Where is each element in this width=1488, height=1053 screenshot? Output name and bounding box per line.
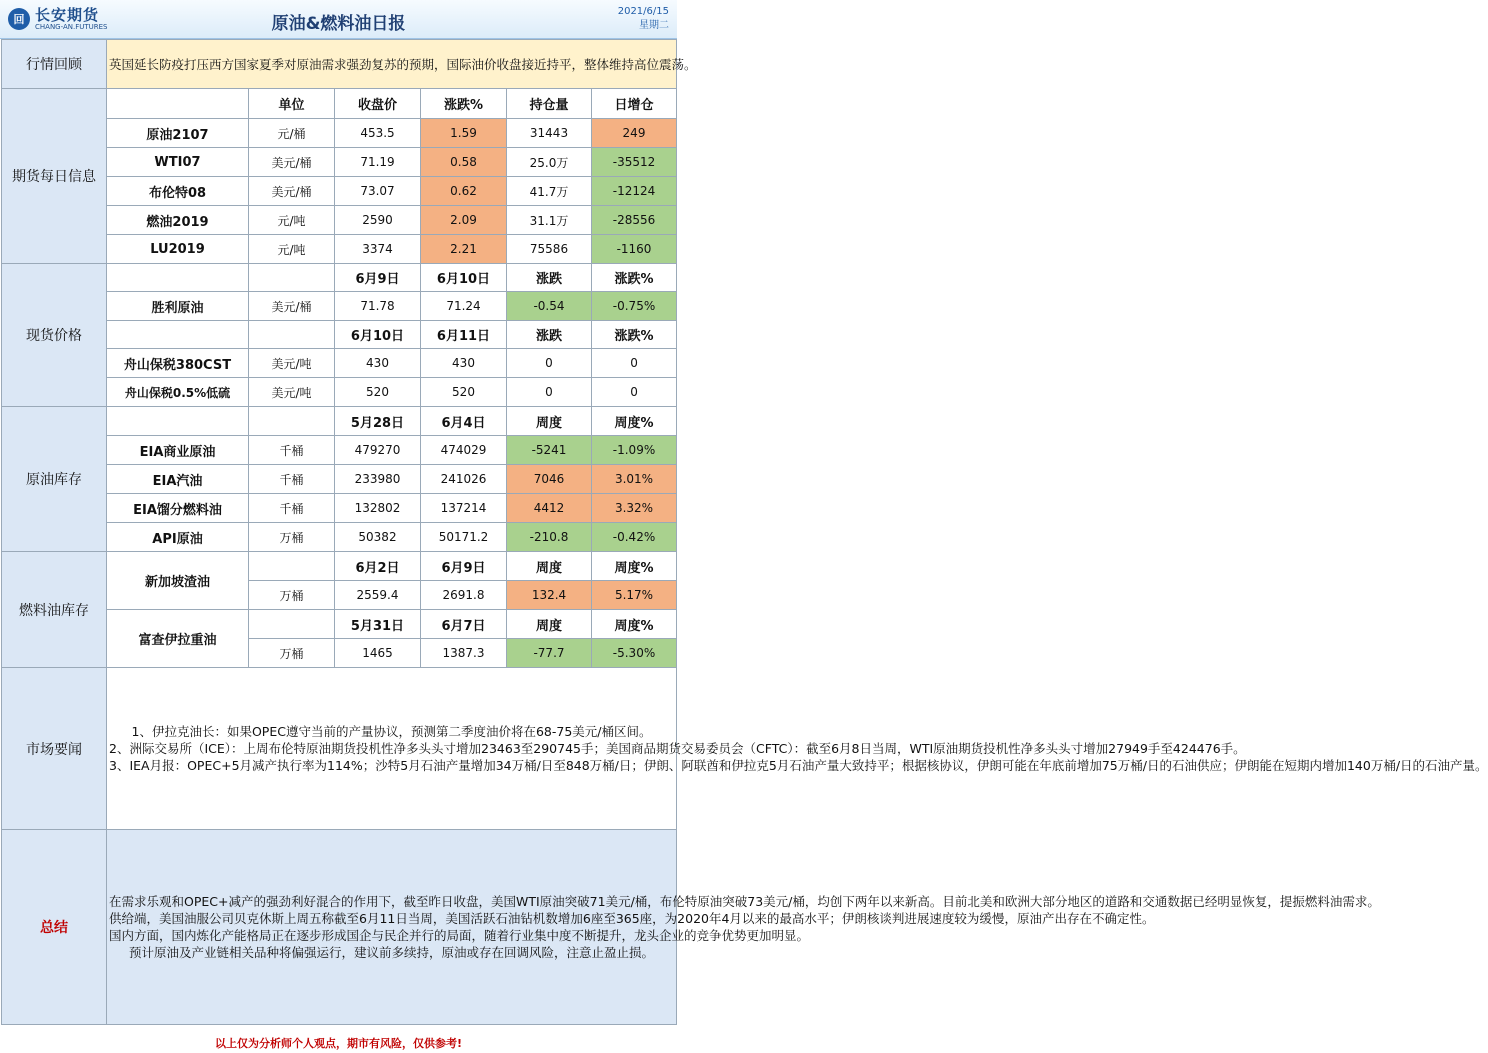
value-cell: 50382 — [335, 523, 421, 552]
change-pct-cell: -1.09% — [592, 436, 677, 465]
unit-cell: 美元/吨 — [249, 378, 335, 407]
report-header — [0, 0, 677, 39]
inventory-name: EIA馏分燃料油 — [107, 494, 249, 523]
value-cell: 520 — [421, 378, 507, 407]
col-header: 6月10日 — [421, 264, 507, 292]
value-cell: 2559.4 — [335, 581, 421, 610]
change-cell: 0 — [507, 349, 592, 378]
logo-english: CHANG-AN.FUTURES — [35, 23, 108, 31]
news-item: 1、伊拉克油长：如果OPEC遵守当前的产量协议，预测第二季度油价将在68-75美元/桶区间。 — [131, 724, 652, 739]
col-header: 周度 — [507, 407, 592, 436]
news-item: 3、IEA月报：OPEC+5月减产执行率为114%；沙特5月石油产量增加34万桶/日至848万桶/日；伊朗、阿联酋和伊拉克5月石油产量大致持平；根据核协议，伊朗可能在年底前增加75万桶/日的石油供应；伊朗能在短期内增加140万桶/日的石油产量。 — [109, 758, 1488, 773]
col-header: 周度% — [592, 407, 677, 436]
change-pct-cell: -5.30% — [592, 639, 677, 668]
col-header: 6月4日 — [421, 407, 507, 436]
col-header: 单位 — [249, 89, 335, 119]
col-header: 收盘价 — [335, 89, 421, 119]
inventory-name: API原油 — [107, 523, 249, 552]
col-header: 5月31日 — [335, 610, 421, 639]
unit-cell: 美元/桶 — [249, 292, 335, 321]
logo-name: 长安期货 — [35, 6, 100, 24]
col-header: 6月9日 — [421, 552, 507, 581]
inventory-name: 新加坡渣油 — [107, 552, 249, 610]
change-pct-cell: 0 — [592, 349, 677, 378]
col-header: 6月7日 — [421, 610, 507, 639]
change-cell: 0 — [507, 378, 592, 407]
open-interest-cell: 75586 — [507, 235, 592, 264]
col-header: 周度 — [507, 552, 592, 581]
summary-item: 预计原油及产业链相关品种将偏强运行，建议前多续持，原油或存在回调风险，注意止盈止损。 — [129, 945, 655, 960]
change-pct-cell: 0 — [592, 378, 677, 407]
change-pct-cell: -0.42% — [592, 523, 677, 552]
unit-cell: 万桶 — [249, 581, 335, 610]
summary-item: 供给端，美国油服公司贝克休斯上周五称截至6月11日当周，美国活跃石油钻机数增加6座至365座，为2020年4月以来的最高水平；伊朗核谈判进展速度较为缓慢，原油产出存在不确定性。 — [109, 911, 1155, 926]
section-label-spot: 现货价格 — [2, 264, 107, 407]
change-cell: -210.8 — [507, 523, 592, 552]
disclaimer: 以上仅为分析师个人观点，期市有风险，仅供参考! — [214, 1037, 462, 1050]
open-interest-cell: 25.0万 — [507, 148, 592, 177]
col-header: 5月28日 — [335, 407, 421, 436]
change-pct-cell: 3.01% — [592, 465, 677, 494]
col-header: 涨跌% — [592, 264, 677, 292]
value-cell: 71.78 — [335, 292, 421, 321]
report-title: 原油&燃料油日报 — [271, 14, 406, 34]
news-text — [107, 668, 1488, 830]
product-name: 舟山保税0.5%低硫 — [107, 378, 249, 407]
daily-oi-change-cell: -12124 — [592, 177, 677, 206]
report-date — [618, 5, 669, 33]
unit-cell: 万桶 — [249, 639, 335, 668]
review-row — [2, 40, 677, 89]
unit-cell: 元/吨 — [249, 206, 335, 235]
value-cell: 474029 — [421, 436, 507, 465]
section-label-review: 行情回顾 — [2, 40, 107, 89]
col-header: 周度% — [592, 610, 677, 639]
spot-header-row — [2, 264, 677, 292]
value-cell: 2691.8 — [421, 581, 507, 610]
value-cell: 479270 — [335, 436, 421, 465]
change-cell: 7046 — [507, 465, 592, 494]
close-cell: 453.5 — [335, 119, 421, 148]
section-label-crude-stock: 原油库存 — [2, 407, 107, 552]
value-cell: 233980 — [335, 465, 421, 494]
contract-name: 布伦特08 — [107, 177, 249, 206]
col-header: 周度 — [507, 610, 592, 639]
unit-cell: 千桶 — [249, 436, 335, 465]
col-header: 持仓量 — [507, 89, 592, 119]
col-header: 涨跌% — [421, 89, 507, 119]
summary-item: 在需求乐观和OPEC+减产的强劲利好混合的作用下，截至昨日收盘，美国WTI原油突破71美元/桶，布伦特原油突破73美元/桶，均创下两年以来新高。目前北美和欧洲大部分地区的道路和交通数据已经明显恢复，提振燃料油需求。 — [109, 894, 1380, 909]
change-cell: -77.7 — [507, 639, 592, 668]
col-header: 涨跌 — [507, 264, 592, 292]
unit-cell: 千桶 — [249, 465, 335, 494]
value-cell: 241026 — [421, 465, 507, 494]
change-cell: 0.58 — [421, 148, 507, 177]
close-cell: 73.07 — [335, 177, 421, 206]
news-item: 2、洲际交易所（ICE）：上周布伦特原油期货投机性净多头头寸增加23463至290745手；美国商品期货交易委员会（CFTC）：截至6月8日当周，WTI原油期货投机性净多头头寸增加27949手至424476手。 — [109, 741, 1246, 756]
change-pct-cell: -0.75% — [592, 292, 677, 321]
unit-cell: 美元/桶 — [249, 177, 335, 206]
unit-cell: 元/吨 — [249, 235, 335, 264]
value-cell: 430 — [421, 349, 507, 378]
change-cell: 0.62 — [421, 177, 507, 206]
change-cell: 1.59 — [421, 119, 507, 148]
daily-oi-change-cell: -35512 — [592, 148, 677, 177]
change-cell: 4412 — [507, 494, 592, 523]
daily-oi-change-cell: -1160 — [592, 235, 677, 264]
weekday-value: 星期二 — [639, 20, 669, 31]
col-header: 周度% — [592, 552, 677, 581]
product-name: 舟山保税380CST — [107, 349, 249, 378]
unit-cell: 元/桶 — [249, 119, 335, 148]
col-header: 涨跌 — [507, 321, 592, 349]
news-row — [2, 668, 677, 830]
value-cell: 132802 — [335, 494, 421, 523]
col-header: 6月11日 — [421, 321, 507, 349]
value-cell: 1465 — [335, 639, 421, 668]
section-label-fuel-stock: 燃料油库存 — [2, 552, 107, 668]
open-interest-cell: 31443 — [507, 119, 592, 148]
unit-cell: 千桶 — [249, 494, 335, 523]
col-header: 6月10日 — [335, 321, 421, 349]
fuel-stock-header-row — [2, 552, 677, 581]
review-text: 英国延长防疫打压西方国家夏季对原油需求强劲复苏的预期，国际油价收盘接近持平，整体维持高位震荡。 — [107, 40, 677, 89]
unit-cell: 美元/吨 — [249, 349, 335, 378]
inventory-name: EIA商业原油 — [107, 436, 249, 465]
change-pct-cell: 5.17% — [592, 581, 677, 610]
summary-item: 国内方面，国内炼化产能格局正在逐步形成国企与民企并行的局面，随着行业集中度不断提升，龙头企业的竞争优势更加明显。 — [109, 928, 810, 943]
change-cell: 2.21 — [421, 235, 507, 264]
contract-name: 原油2107 — [107, 119, 249, 148]
section-label-futures: 期货每日信息 — [2, 89, 107, 264]
value-cell: 1387.3 — [421, 639, 507, 668]
value-cell: 137214 — [421, 494, 507, 523]
summary-row — [2, 830, 677, 1025]
section-label-news: 市场要闻 — [2, 668, 107, 830]
unit-cell: 万桶 — [249, 523, 335, 552]
contract-name: WTI07 — [107, 148, 249, 177]
contract-name: LU2019 — [107, 235, 249, 264]
col-header: 6月9日 — [335, 264, 421, 292]
close-cell: 2590 — [335, 206, 421, 235]
change-cell: 2.09 — [421, 206, 507, 235]
contract-name: 燃油2019 — [107, 206, 249, 235]
inventory-name: EIA汽油 — [107, 465, 249, 494]
value-cell: 430 — [335, 349, 421, 378]
unit-cell: 美元/桶 — [249, 148, 335, 177]
change-pct-cell: 3.32% — [592, 494, 677, 523]
product-name: 胜利原油 — [107, 292, 249, 321]
close-cell: 71.19 — [335, 148, 421, 177]
value-cell: 71.24 — [421, 292, 507, 321]
section-label-summary: 总结 — [2, 830, 107, 1025]
summary-text — [107, 830, 1380, 1025]
col-header: 日增仓 — [592, 89, 677, 119]
report-table — [1, 39, 1488, 1025]
open-interest-cell: 31.1万 — [507, 206, 592, 235]
logo-emblem-icon: 回 — [8, 8, 30, 30]
close-cell: 3374 — [335, 235, 421, 264]
open-interest-cell: 41.7万 — [507, 177, 592, 206]
value-cell: 50171.2 — [421, 523, 507, 552]
change-cell: 132.4 — [507, 581, 592, 610]
daily-oi-change-cell: 249 — [592, 119, 677, 148]
value-cell: 520 — [335, 378, 421, 407]
crude-stock-header-row — [2, 407, 677, 436]
inventory-name: 富查伊拉重油 — [107, 610, 249, 668]
change-cell: -5241 — [507, 436, 592, 465]
col-header: 6月2日 — [335, 552, 421, 581]
date-value: 2021/6/15 — [617, 6, 669, 17]
col-header: 涨跌% — [592, 321, 677, 349]
daily-oi-change-cell: -28556 — [592, 206, 677, 235]
change-cell: -0.54 — [507, 292, 592, 321]
futures-header-row — [2, 89, 677, 119]
